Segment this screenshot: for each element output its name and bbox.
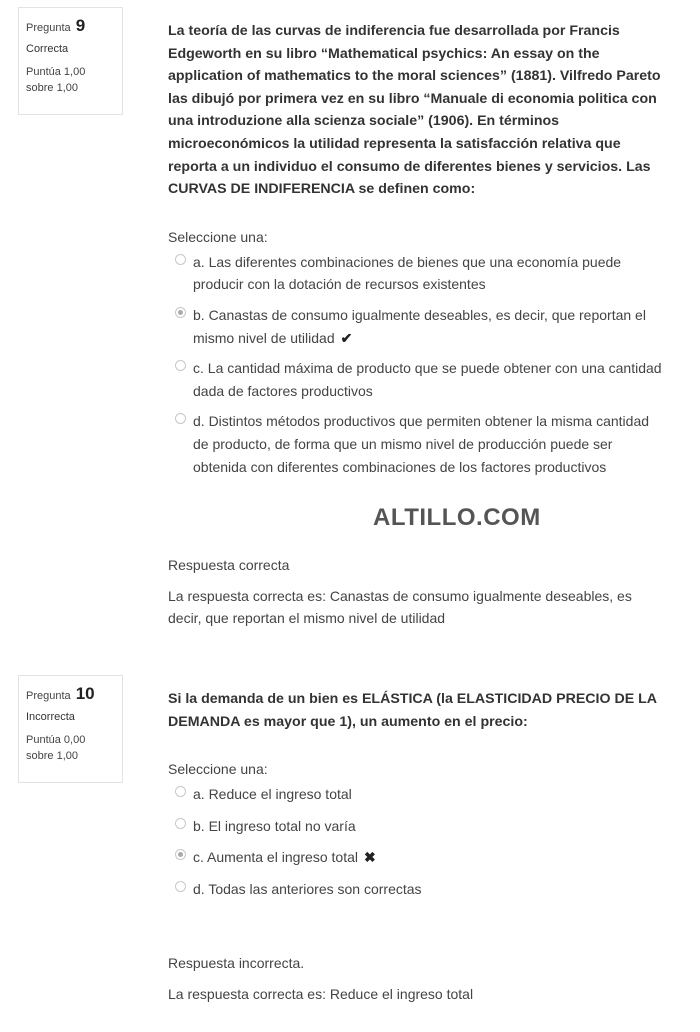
grade-line-1: Puntúa 1,00: [26, 66, 86, 78]
option-text: b. El ingreso total no varía: [193, 817, 356, 834]
answer-option-c[interactable]: [168, 357, 668, 402]
radio-button-selected[interactable]: [175, 307, 186, 318]
feedback-right-answer: La respuesta correcta es: Canastas de consumo igualmente deseables, es decir, que reportan el mismo nivel de utilidad: [168, 587, 632, 627]
answer-options: [168, 783, 668, 900]
question-content: [168, 20, 668, 486]
grade-line-1: Puntúa 0,00: [26, 734, 86, 746]
feedback-block: [168, 952, 668, 1005]
feedback-status: Respuesta correcta: [168, 557, 290, 573]
answer-prompt: Seleccione una:: [168, 228, 268, 245]
answer-option-d[interactable]: [168, 878, 668, 901]
question-text: La teoría de las curvas de indiferencia fue desarrollada por Francis Edgeworth en su libro “Mathematical psychics: An essay on the application of mathematics to the moral sciences” (1881). Vilfredo Pareto las dibujó por primera vez en su libro “Manuale di economia politica con una introduzione alla scienza sociale” (1906). En términos microeconómicos la utilidad representa la satisfacción relativa que reporta a un individuo el consumo de diferentes bienes y servicios. Las CURVAS DE INDIFERENCIA se definen como:: [168, 23, 661, 198]
option-text: c. La cantidad máxima de producto que se puede obtener con una cantidad dada de factores productivos: [193, 360, 662, 399]
incorrect-cross-icon: ✖: [364, 849, 376, 866]
answer-option-b[interactable]: [168, 815, 668, 838]
watermark: ALTILLO.COM: [373, 504, 541, 531]
radio-button[interactable]: [175, 254, 186, 265]
option-text: c. Aumenta el ingreso total: [193, 849, 358, 866]
question-info-box: [18, 7, 123, 115]
radio-button-selected[interactable]: [175, 849, 186, 860]
option-text: d. Todas las anteriores son correctas: [193, 880, 422, 897]
radio-button[interactable]: [175, 786, 186, 797]
question-state: Incorrecta: [26, 711, 75, 723]
answer-option-a[interactable]: [168, 783, 668, 806]
grade-line-2: sobre 1,00: [26, 82, 78, 94]
correct-check-icon: ✔: [340, 329, 353, 346]
radio-button[interactable]: [175, 818, 186, 829]
question-grade: [26, 64, 122, 96]
option-text: b. Canastas de consumo igualmente deseables, es decir, que reportan el mismo nivel de utilidad: [193, 306, 646, 346]
grade-line-2: sobre 1,00: [26, 750, 78, 762]
radio-button[interactable]: [175, 413, 186, 424]
question-number-value: 10: [75, 684, 95, 703]
question-label: Pregunta: [26, 690, 71, 702]
option-text: a. Las diferentes combinaciones de bienes que una economía puede producir con la dotación de recursos existentes: [193, 253, 622, 293]
feedback-status: Respuesta incorrecta.: [168, 955, 305, 971]
radio-button[interactable]: [175, 881, 186, 892]
answer-prompt: Seleccione una:: [168, 761, 268, 778]
option-text: d. Distintos métodos productivos que permiten obtener la misma cantidad de producto, de forma que un mismo nivel de producción puede ser obtenida con diferentes combinaciones de los factores productivos: [193, 413, 650, 475]
question-content: [168, 688, 668, 910]
feedback-right-answer: La respuesta correcta es: Reduce el ingreso total: [168, 985, 474, 1002]
question-info-box: [18, 675, 123, 783]
option-text: a. Reduce el ingreso total: [193, 786, 352, 803]
question-number: [26, 684, 122, 706]
question-label: Pregunta: [26, 22, 71, 34]
answer-option-b[interactable]: [168, 304, 668, 349]
radio-button[interactable]: [175, 360, 186, 371]
answer-option-d[interactable]: [168, 410, 668, 478]
answer-option-a[interactable]: [168, 251, 668, 296]
question-text: Si la demanda de un bien es ELÁSTICA (la ELASTICIDAD PRECIO DE LA DEMANDA es mayor que 1), un aumento en el precio:: [168, 691, 657, 730]
question-number: [26, 16, 122, 38]
question-number-value: 9: [75, 16, 86, 35]
answer-options: [168, 251, 668, 478]
answer-option-c[interactable]: [168, 846, 668, 869]
question-grade: [26, 732, 122, 764]
feedback-block: [168, 554, 668, 630]
question-state: Correcta: [26, 43, 69, 55]
